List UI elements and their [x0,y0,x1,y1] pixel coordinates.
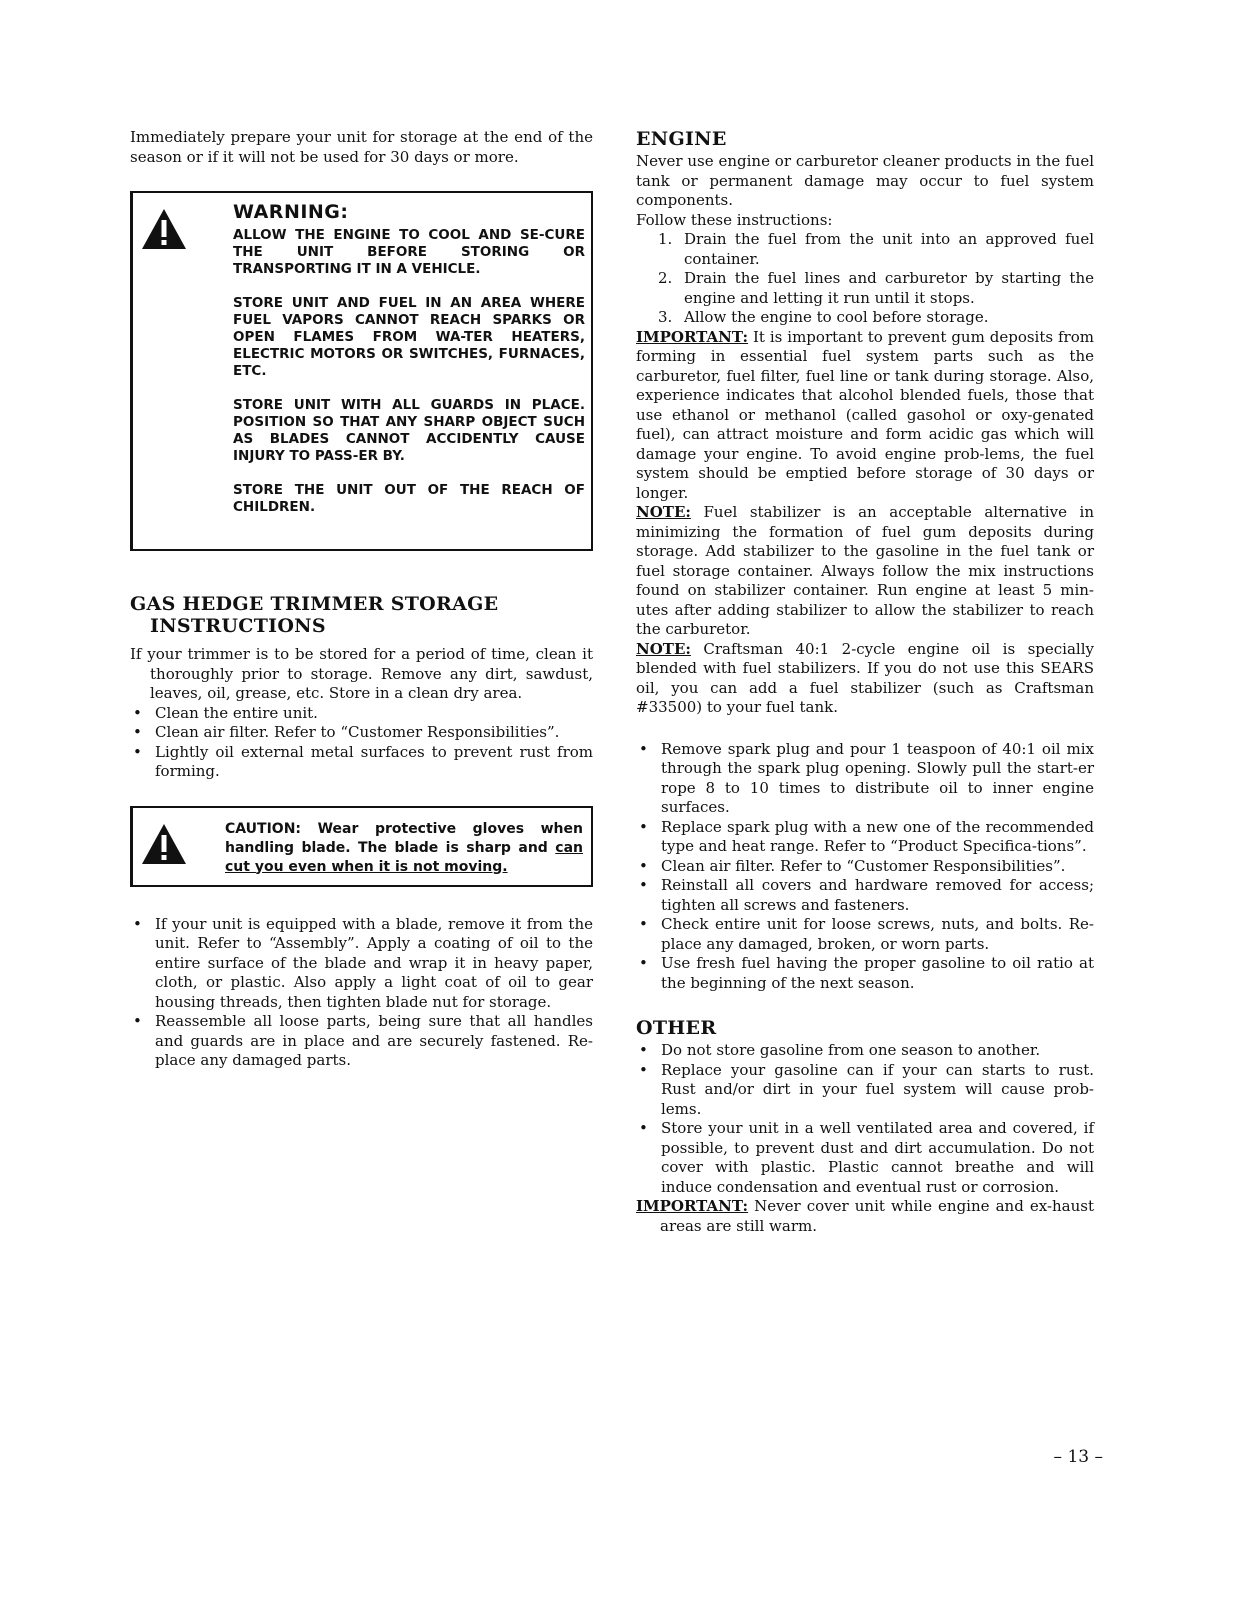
other-bullet-list [636,1041,1094,1197]
list-item: • Reassemble all loose parts, being sure that all handles and guards are in place and are securely fastened. Re-place any damaged parts. [133,1012,593,1069]
list-item: 3. Allow the engine to cool before storage. [658,308,989,326]
storage-heading-line1: GAS HEDGE TRIMMER STORAGE [130,593,499,615]
important-cover-note: IMPORTANT: Never cover unit while engine and ex-haust areas are still warm. [636,1197,1095,1235]
page-number: – 13 – [1053,1447,1103,1467]
engine-steps [636,230,1094,328]
important-note: IMPORTANT: It is important to prevent gum deposits from forming in essential fuel system parts such as the carburetor, fuel filter, fuel line or tank during storage. Also, experience indicates that alcohol blended fuels, those that use ethanol or methanol (called gasohol or oxy-genated fuel), can attract moisture and form acidic gas which will damage your engine. To avoid engine prob-lems, the fuel system should be emptied before storage of 30 days or longer. [636,327,1094,502]
list-item: • Replace your gasoline can if your can starts to rust. Rust and/or dirt in your fuel system will cause prob-lems. [639,1060,1094,1118]
engine-intro: Never use engine or carburetor cleaner products in the fuel tank or permanent damage may occur to fuel system components. [636,152,1094,209]
storage-heading [130,593,593,637]
list-item: • Lightly oil external metal surfaces to prevent rust from forming. [133,742,593,780]
warning-triangle-icon [141,207,187,251]
left-column [130,128,593,1071]
craftsman-oil-note: NOTE: Craftsman 40:1 2-cycle engine oil is specially blended with fuel stabilizers. If you do not use this SEARS oil, you can add a fuel stabilizer (such as Craftsman #33500) to your fuel tank. [636,639,1094,716]
caution-box [130,806,593,887]
warning-paragraph: STORE UNIT WITH ALL GUARDS IN PLACE. POSITION SO THAT ANY SHARP OBJECT SUCH AS BLADES CANNOT ACCIDENTLY CAUSE INJURY TO PASS-ER BY. [233,397,585,464]
engine-bullet-list [636,740,1094,994]
list-item: • Clean the entire unit. [133,703,318,722]
storage-heading-line2: INSTRUCTIONS [150,615,326,637]
list-item: • Clean air filter. Refer to “Customer Responsibilities”. [133,723,560,741]
stabilizer-note: NOTE: Fuel stabilizer is an acceptable alternative in minimizing the formation of fuel gum deposits during storage. Add stabilizer to the gasoline in the fuel tank or fuel storage container. Always follow the mix instructions found on stabilizer container. Run engine at least 5 min-utes after adding stabilizer to allow the stabilizer to reach the carburetor. [636,503,1094,638]
follow-instructions: Follow these instructions: [636,210,833,229]
list-item: • Remove spark plug and pour 1 teaspoon of 40:1 oil mix through the spark plug opening. Slowly pull the start-er rope 8 to 10 times to distribute oil to inner engine surfaces. [639,739,1094,816]
blade-bullet-list [130,915,593,1071]
list-item: • Do not store gasoline from one season to another. [639,1041,1041,1059]
warning-paragraph: STORE THE UNIT OUT OF THE REACH OF CHILDREN. [233,482,585,515]
caution-text: CAUTION: Wear protective gloves when handling blade. The blade is sharp and can cut you even when it is not moving. [225,820,583,875]
storage-bullet-list [130,704,593,782]
engine-heading: ENGINE [636,128,727,150]
warning-triangle-icon [141,822,187,866]
warning-paragraph: STORE UNIT AND FUEL IN AN AREA WHERE FUEL VAPORS CANNOT REACH SPARKS OR OPEN FLAMES FROM WA-TER HEATERS, ELECTRIC MOTORS OR SWITCHES, FURNACES, ETC. [233,295,585,379]
list-item: • Use fresh fuel having the proper gasoline to oil ratio at the beginning of the next season. [639,954,1094,992]
other-heading: OTHER [636,1017,717,1039]
list-item: • Replace spark plug with a new one of the recommended type and heat range. Refer to “Product Specifica-tions”. [639,817,1094,855]
list-item: • Check entire unit for loose screws, nuts, and bolts. Re-place any damaged, broken, or worn parts. [639,915,1094,953]
warning-paragraph: ALLOW THE ENGINE TO COOL AND SE-CURE THE UNIT BEFORE STORING OR TRANSPORTING IT IN A VEHICLE. [233,227,585,277]
list-item: • Clean air filter. Refer to “Customer Responsibilities”. [639,856,1066,875]
list-item: 1. Drain the fuel from the unit into an approved fuel container. [658,230,1094,268]
storage-intro: Immediately prepare your unit for storage at the end of the season or if it will not be used for 30 days or more. [130,128,593,166]
list-item: • If your unit is equipped with a blade, remove it from the unit. Refer to “Assembly”. Apply a coating of oil to the entire surface of the blade and wrap it in heavy paper, cloth, or plastic. Also apply a light coat of oil to gear housing threads, then tighten blade nut for storage. [133,914,593,1011]
warning-box [130,191,593,551]
storage-instructions: If your trimmer is to be stored for a period of time, clean it thoroughly prior to storage. Remove any dirt, sawdust, leaves, oil, grease, etc. Store in a clean dry area. [130,645,593,702]
list-item: • Reinstall all covers and hardware removed for access; tighten all screws and fasteners. [639,876,1094,914]
warning-title: WARNING: [233,201,349,223]
list-item: • Store your unit in a well ventilated area and covered, if possible, to prevent dust and dirt accumulation. Do not cover with plastic. Plastic cannot breathe and will induce condensation and eventual rust or corrosion. [639,1119,1094,1196]
list-item: 2. Drain the fuel lines and carburetor by starting the engine and letting it run until it stops. [658,269,1094,307]
right-column [636,128,1094,1236]
